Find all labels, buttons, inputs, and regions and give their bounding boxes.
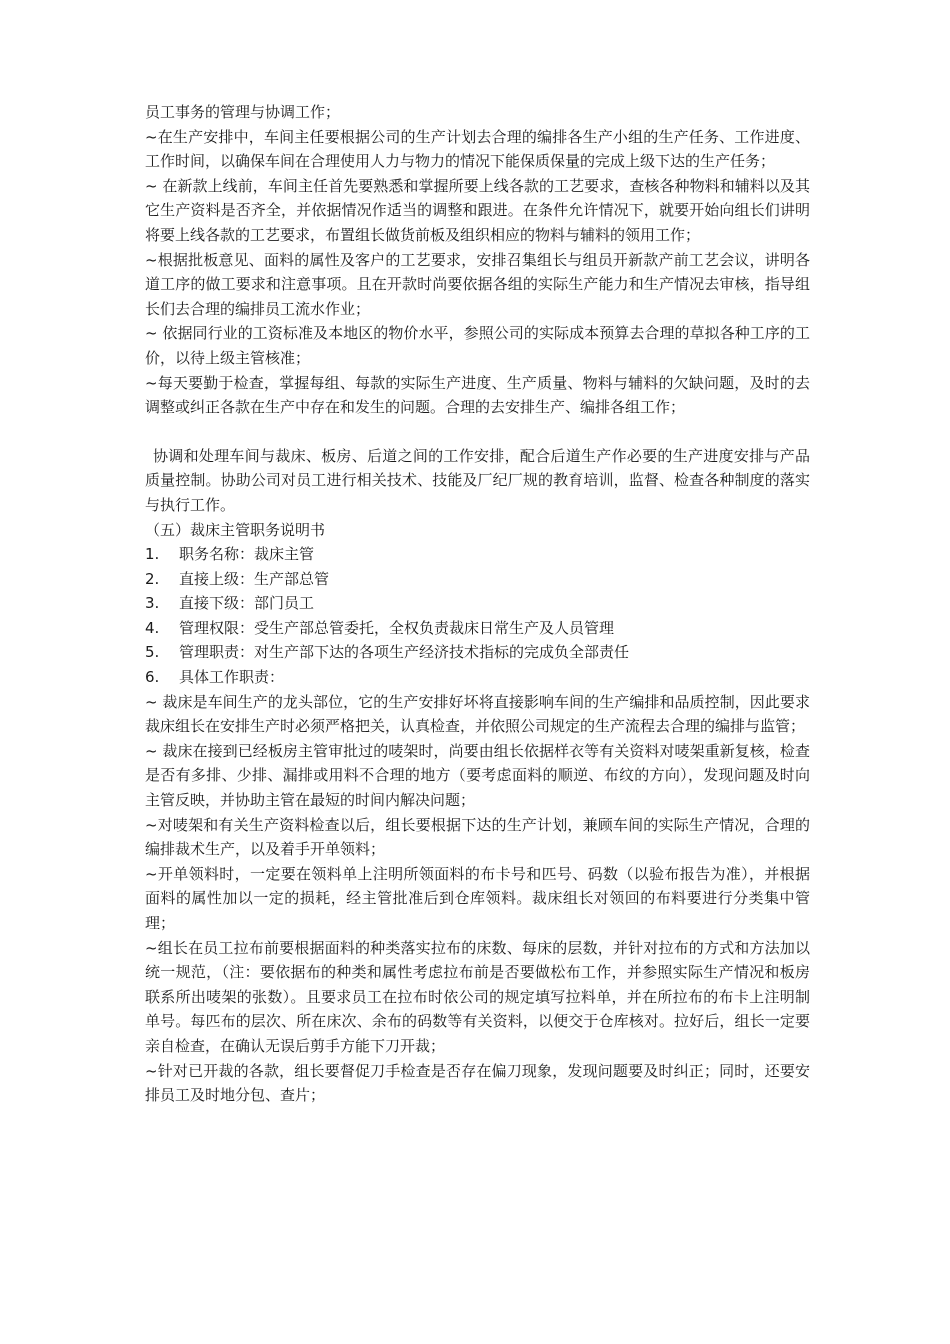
item-number: 3.	[145, 594, 160, 613]
numbered-item	[145, 567, 810, 592]
coordination-paragraph: 协调和处理车间与裁床、板房、后道之间的工作安排，配合后道生产作必要的生产进度安排与产品质量控制。协助公司对员工进行相关技术、技能及厂纪厂规的教育培训，监督、检查各种制度的落实与执行工作。	[145, 446, 810, 514]
item-text: 管理职责：对生产部下达的各项生产经济技术指标的完成负全部责任	[179, 643, 630, 662]
numbered-item	[145, 640, 810, 665]
paragraph: ~对唛架和有关生产资料检查以后，组长要根据下达的生产计划，兼顾车间的实际生产情况，合理的编排裁术生产，以及着手开单领料；	[145, 815, 810, 859]
paragraph: ~针对已开裁的各款，组长要督促刀手检查是否存在偏刀现象，发现问题要及时纠正；同时，还要安排员工及时地分包、查片；	[145, 1061, 810, 1105]
paragraph: ~根据批板意见、面料的属性及客户的工艺要求，安排召集组长与组员开新款产前工艺会议，讲明各道工序的做工要求和注意事项。且在开款时尚要依据各组的实际生产能力和生产情况去审核，指导组长们去合理的编排员工流水作业；	[145, 250, 810, 318]
paragraph: ~组长在员工拉布前要根据面料的种类落实拉布的床数、每床的层数，并针对拉布的方式和方法加以统一规范，（注：要依据布的种类和属性考虑拉布前是否要做松布工作，并参照实际生产情况和板房联系所出唛架的张数）。且要求员工在拉布时依公司的规定填写拉料单，并在所拉布的布卡上注明制单号。每匹布的层次、所在床次、余布的码数等有关资料，以便交于仓库核对。拉好后，组长一定要亲自检查，在确认无误后剪手方能下刀开裁；	[145, 938, 810, 1055]
paragraph: ~每天要勤于检查，掌握每组、每款的实际生产进度、生产质量、物料与辅料的欠缺问题，及时的去调整或纠正各款在生产中存在和发生的问题。合理的去安排生产、编排各组工作；	[145, 373, 810, 417]
paragraph: ~ 裁床是车间生产的龙头部位，它的生产安排好坏将直接影响车间的生产编排和品质控制，因此要求裁床组长在安排生产时必须严格把关，认真检查，并依照公司规定的生产流程去合理的编排与监管；	[145, 692, 810, 736]
item-number: 5.	[145, 643, 160, 662]
item-text: 具体工作职责：	[179, 668, 285, 687]
item-text: 直接上级：生产部总管	[179, 569, 330, 588]
numbered-item	[145, 542, 810, 567]
item-text: 直接下级：部门员工	[179, 594, 315, 613]
item-number: 2.	[145, 569, 160, 588]
item-number: 1.	[145, 545, 160, 564]
numbered-item	[145, 665, 810, 690]
paragraph: 员工事务的管理与协调工作；	[145, 103, 341, 121]
paragraph: ~ 依据同行业的工资标准及本地区的物价水平，参照公司的实际成本预算去合理的草拟各种工序的工价，以待上级主管核准；	[145, 324, 810, 367]
item-text: 职务名称：裁床主管	[179, 545, 315, 564]
paragraph: ~在生产安排中，车间主任要根据公司的生产计划去合理的编排各生产小组的生产任务、工作进度、工作时间，以确保车间在合理使用人力与物力的情况下能保质保量的完成上级下达的生产任务；	[145, 127, 810, 171]
item-number: 6.	[145, 668, 160, 687]
blank-line	[145, 420, 810, 444]
paragraph: ~开单领料时，一定要在领料单上注明所领面料的布卡号和匹号、码数（以验布报告为准），并根据面料的属性加以一定的损耗，经主管批准后到仓库领料。裁床组长对领回的布料要进行分类集中管理；	[145, 864, 810, 932]
numbered-item	[145, 616, 810, 641]
section-title: （五）裁床主管职务说明书	[145, 520, 326, 539]
paragraph: ~ 在新款上线前，车间主任首先要熟悉和掌握所要上线各款的工艺要求，查核各种物料和辅料以及其它生产资料是否齐全，并依据情况作适当的调整和跟进。在条件允许情况下，就要开始向组长们讲明将要上线各款的工艺要求，布置组长做货前板及组织相应的物料与辅料的领用工作；	[145, 176, 810, 244]
paragraph: ~ 裁床在接到已经板房主管审批过的唛架时，尚要由组长依据样衣等有关资料对唛架重新复核，检查是否有多排、少排、漏排或用料不合理的地方（要考虑面料的顺逆、布纹的方向），发现问题及时向主管反映，并协助主管在最短的时间内解决问题；	[145, 741, 810, 810]
numbered-item	[145, 591, 810, 616]
item-text: 管理权限：受生产部总管委托，全权负责裁床日常生产及人员管理	[179, 618, 615, 637]
item-number: 4.	[145, 618, 160, 637]
